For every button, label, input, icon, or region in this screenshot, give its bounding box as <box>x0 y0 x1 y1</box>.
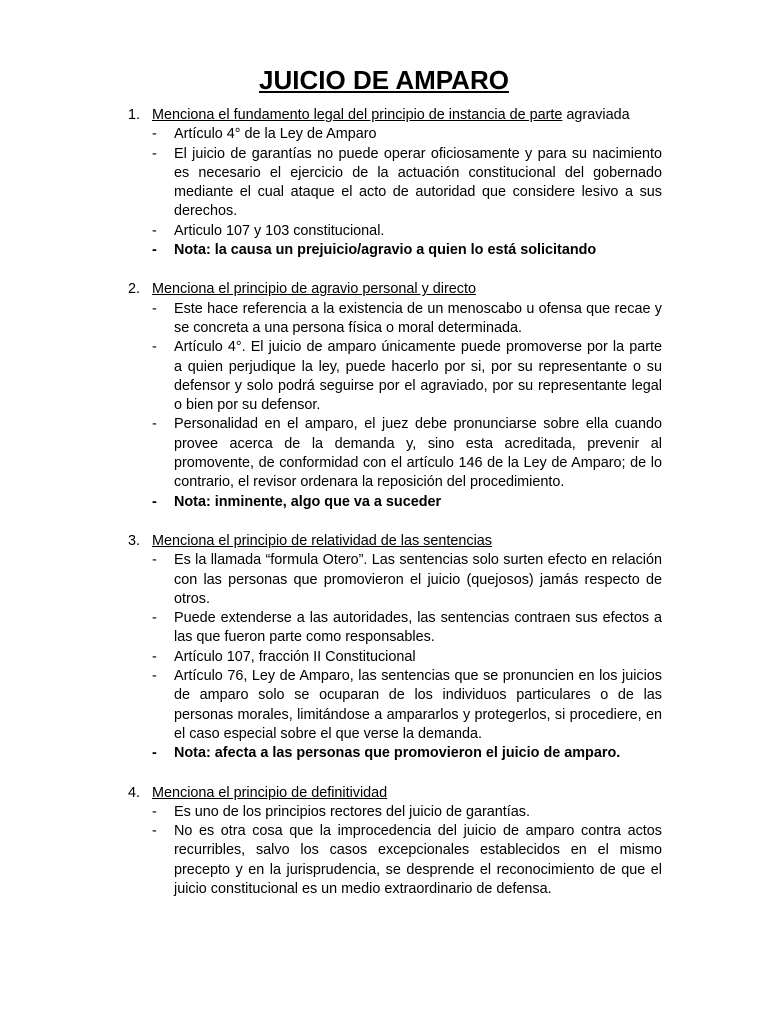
question-number: 1. <box>128 107 141 123</box>
answer-item <box>128 338 662 415</box>
answer-text: El juicio de garantías no puede operar oficiosamente y para su nacimiento es necesario el ejercicio de la actuación constitucional del gobernado mediante el cual ataque el acto de autoridad que considere lesivo a sus derechos. <box>174 145 662 220</box>
answer-list <box>128 300 662 512</box>
question-number: 2. <box>128 281 141 298</box>
bullet-dash: - <box>152 416 157 433</box>
bullet-dash: - <box>152 339 157 356</box>
answer-list <box>128 803 662 899</box>
answer-text: Nota: la causa un prejuicio/agravio a quien lo está solicitando <box>174 242 597 259</box>
answer-text: Puede extenderse a las autoridades, las sentencias contraen sus efectos a las que fueron parte como responsables. <box>174 610 662 646</box>
answer-text: Es la llamada “formula Otero”. Las sentencias solo surten efecto en relación con las personas que promovieron el juicio (quejosos) jamás respecto de otros. <box>174 552 662 607</box>
question-number: 4. <box>128 784 141 801</box>
answer-text: Este hace referencia a la existencia de un menoscabo u ofensa que recae y se concreta a una persona física o moral determinada. <box>174 300 662 336</box>
section-3 <box>128 532 662 764</box>
answer-item <box>128 609 662 648</box>
section-question <box>128 784 662 803</box>
question-text: Menciona el principio de definitividad <box>152 784 388 801</box>
sections-list <box>128 106 662 919</box>
question-text: Menciona el fundamento legal del principio de instancia de parte <box>152 107 563 123</box>
answer-text: Personalidad en el amparo, el juez debe pronunciarse sobre ella cuando provee acerca de la demanda y, sino esta acreditada, prevenir al promovente, de conformidad con el artículo 146 de la Ley de Amparo; de lo contrario, el revisor ordenara la reposición del procedimiento. <box>174 416 662 491</box>
bullet-dash: - <box>152 493 157 510</box>
answer-item <box>128 300 662 339</box>
section-2 <box>128 280 662 512</box>
answer-text: Artículo 76, Ley de Amparo, las sentencias que se pronuncien en los juicios de amparo solo se ocuparan de los individuos particulares o de las personas morales, limitándose a ampararlos y protegerlos, si procediere, en el caso especial sobre el que verse la demanda. <box>174 668 662 742</box>
bullet-dash: - <box>152 222 157 239</box>
answer-text: Artículo 107, fracción II Constitucional <box>174 648 416 665</box>
answer-item <box>128 667 662 744</box>
section-question <box>128 532 662 551</box>
bullet-dash: - <box>152 126 157 143</box>
section-question <box>128 280 662 299</box>
bullet-dash: - <box>152 668 157 685</box>
answer-item <box>128 125 662 144</box>
answer-text: Artículo 4°. El juicio de amparo únicamente puede promoverse por la parte a quien perjudique la ley, puede hacerlo por si, por su representante o su defensor y solo podrá seguirse por el agraviado, por su representante legal o bien por su defensor. <box>174 339 662 414</box>
bullet-dash: - <box>152 610 157 627</box>
answer-text: No es otra cosa que la improcedencia del juicio de amparo contra actos recurribles, salvo los casos excepcionales establecidos en el mismo precepto y en la jurisprudencia, se desprende el reconocimiento de que el juicio constitucional es un medio extraordinario de defensa. <box>174 823 662 897</box>
question-text-tail: agraviada <box>562 107 630 123</box>
bullet-dash: - <box>152 145 157 162</box>
answer-item <box>128 803 662 822</box>
answer-list <box>128 125 662 260</box>
document-title: JUICIO DE AMPARO <box>259 65 509 95</box>
note-item <box>128 744 662 763</box>
bullet-dash: - <box>152 803 157 820</box>
bullet-dash: - <box>152 745 157 762</box>
answer-text: Articulo 107 y 103 constitucional. <box>174 222 385 239</box>
bullet-dash: - <box>152 300 157 317</box>
bullet-dash: - <box>152 823 157 840</box>
answer-item <box>128 822 662 899</box>
answer-text: Es uno de los principios rectores del juicio de garantías. <box>174 803 530 820</box>
section-1 <box>128 106 662 260</box>
bullet-dash: - <box>152 242 157 259</box>
question-text: Menciona el principio de relatividad de las sentencias <box>152 532 492 549</box>
answer-item <box>128 551 662 609</box>
question-number: 3. <box>128 532 141 549</box>
answer-item <box>128 222 662 241</box>
answer-item <box>128 415 662 492</box>
answer-text: Artículo 4° de la Ley de Amparo <box>174 126 377 143</box>
section-4 <box>128 784 662 900</box>
note-item <box>128 493 662 512</box>
note-item <box>128 241 662 260</box>
answer-text: Nota: afecta a las personas que promovieron el juicio de amparo. <box>174 745 621 762</box>
answer-text: Nota: inminente, algo que va a suceder <box>174 493 442 510</box>
answer-list <box>128 551 662 763</box>
bullet-dash: - <box>152 552 157 569</box>
bullet-dash: - <box>152 648 157 665</box>
answer-item <box>128 145 662 222</box>
question-text: Menciona el principio de agravio personal y directo <box>152 281 476 298</box>
answer-item <box>128 648 662 667</box>
section-question <box>128 106 662 125</box>
